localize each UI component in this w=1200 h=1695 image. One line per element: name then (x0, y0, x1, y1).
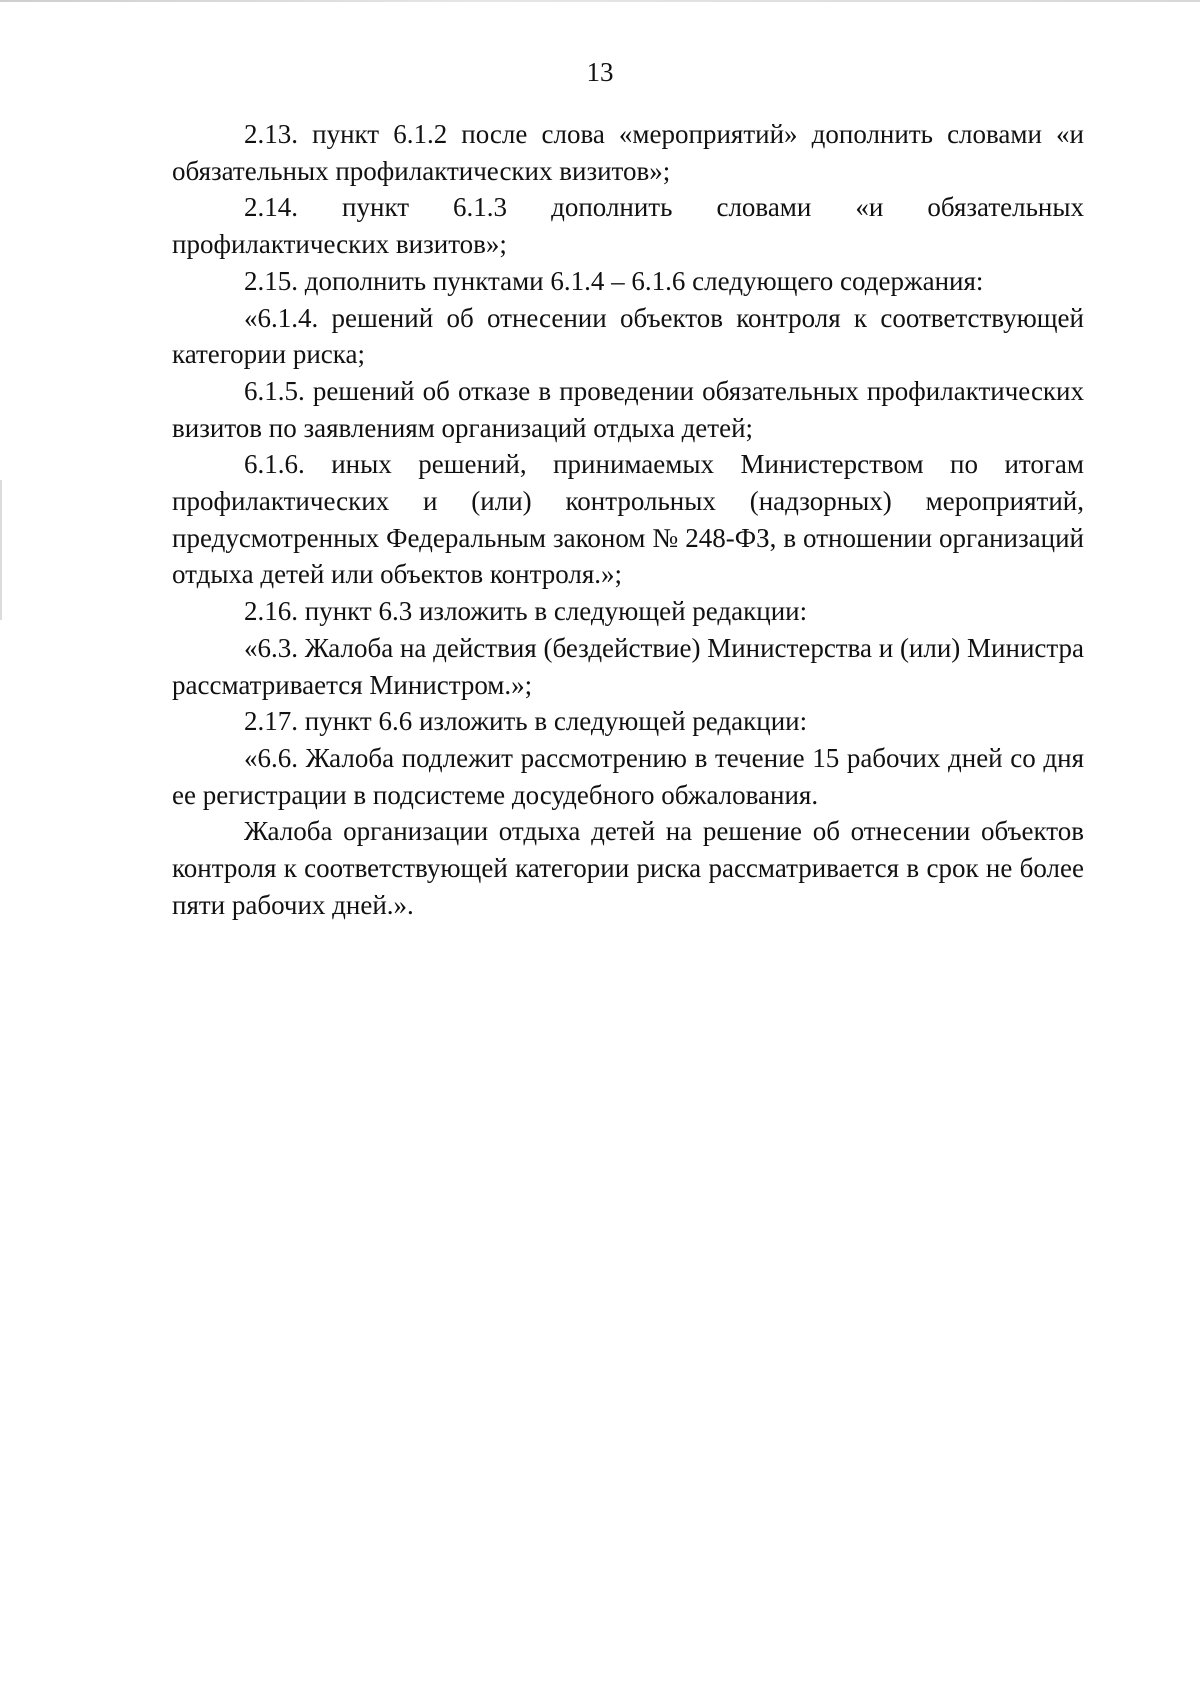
paragraph-2-17: 2.17. пункт 6.6 изложить в следующей редакции: (244, 706, 808, 737)
paragraph-6-1-6: 6.1.6. иных решений, принимаемых Министерством по итогам профилактических и (или) контрольных (надзорных) мероприятий, предусмотренных Федеральным законом № 248-ФЗ, в отношении организаций отдыха детей или объектов контроля.»; (172, 449, 1084, 590)
paragraph-2-15: 2.15. дополнить пунктами 6.1.4 – 6.1.6 следующего содержания: (244, 265, 984, 296)
paragraph-2-16: 2.16. пункт 6.3 изложить в следующей редакции: (244, 596, 808, 627)
scan-edge (0, 480, 2, 620)
page-number: 13 (586, 57, 614, 87)
paragraph-6-6-continued: Жалоба организации отдыха детей на решение об отнесении объектов контроля к соответствующей категории риска рассматривается в срок не более пяти рабочих дней.». (172, 816, 1084, 920)
paragraph-6-3: «6.3. Жалоба на действия (бездействие) Министерства и (или) Министра рассматривается Министром.»; (172, 632, 1084, 700)
document-body (172, 116, 1084, 923)
paragraph-6-1-5: 6.1.5. решений об отказе в проведении обязательных профилактических визитов по заявлениям организаций отдыха детей; (172, 375, 1084, 443)
scan-edge (0, 0, 1200, 2)
paragraph-6-6: «6.6. Жалоба подлежит рассмотрению в течение 15 рабочих дней со дня ее регистрации в подсистеме досудебного обжалования. (172, 742, 1084, 810)
paragraph-2-13: 2.13. пункт 6.1.2 после слова «мероприятий» дополнить словами «и обязательных профилактических визитов»; (172, 119, 1084, 186)
paragraph-6-1-4: «6.1.4. решений об отнесении объектов контроля к соответствующей категории риска; (172, 302, 1084, 370)
paragraph-2-14: 2.14. пункт 6.1.3 дополнить словами «и обязательных профилактических визитов»; (172, 192, 1084, 260)
